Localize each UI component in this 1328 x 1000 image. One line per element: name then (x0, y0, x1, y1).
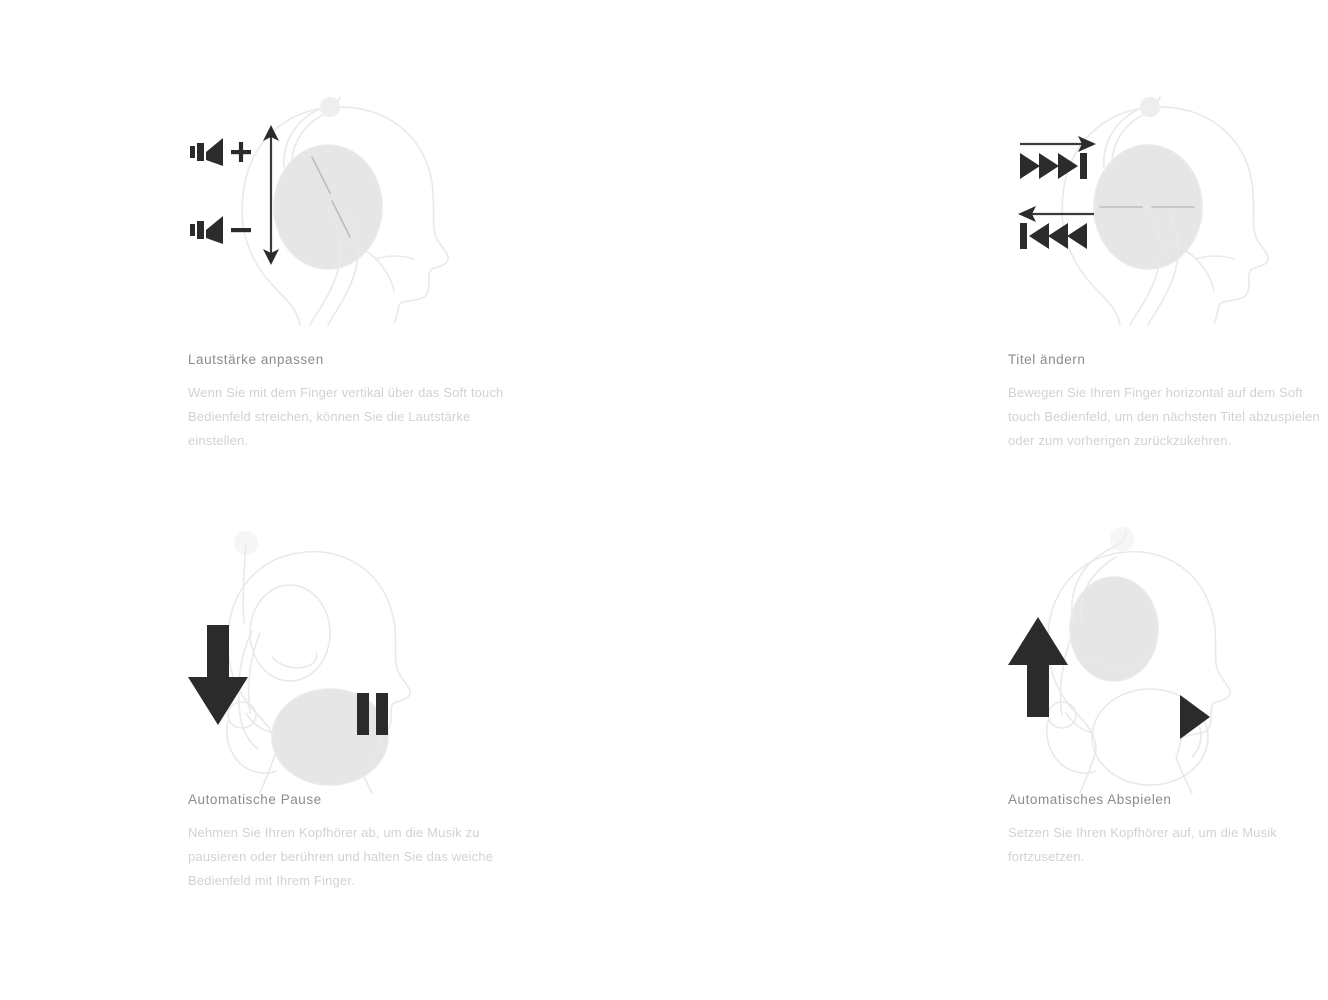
panel-auto-play (475, 500, 1277, 1000)
panel-volume (0, 0, 504, 500)
panel-heading: Titel ändern (1008, 352, 1086, 367)
panel-body: Bewegen Sie Ihren Finger horizontal auf dem Soft touch Bedienfeld, um den nächsten Titel abzuspielen oder zum vorherigen zurückzukehren. (1008, 385, 1320, 448)
panel-body: Nehmen Sie Ihren Kopfhörer ab, um die Musik zu pausieren oder berühren und halten Sie das weiche Bedienfeld mit Ihrem Finger. (188, 825, 494, 888)
arrow-up-icon (1008, 617, 1068, 722)
panel-track (475, 0, 1320, 500)
panel-auto-pause (0, 500, 494, 1000)
play-icon (1178, 695, 1212, 744)
text-block-track (1008, 352, 1328, 453)
panel-body: Wenn Sie mit dem Finger vertikal über das Soft touch Bedienfeld streichen, können Sie die Lautstärke einstellen. (188, 385, 504, 448)
next-track-icon (1018, 151, 1096, 186)
vertical-double-arrow-icon (258, 125, 284, 270)
previous-track-icon (1018, 221, 1096, 256)
head-profile-vertical-swipe-illustration (180, 95, 500, 325)
text-block-auto-play (1008, 792, 1328, 869)
pause-icon (355, 693, 391, 740)
text-block-auto-pause (188, 792, 508, 893)
arrow-down-icon (188, 625, 248, 730)
panel-heading: Lautstärke anpassen (188, 352, 324, 367)
panel-body: Setzen Sie Ihren Kopfhörer auf, um die Musik fortzusetzen. (1008, 825, 1277, 864)
volume-up-icon (190, 135, 256, 174)
volume-down-icon (190, 213, 256, 252)
text-block-volume (188, 352, 508, 453)
panel-heading: Automatische Pause (188, 792, 322, 807)
illustration-volume (180, 95, 475, 345)
panel-heading: Automatisches Abspielen (1008, 792, 1172, 807)
illustration-auto-pause (180, 525, 475, 775)
